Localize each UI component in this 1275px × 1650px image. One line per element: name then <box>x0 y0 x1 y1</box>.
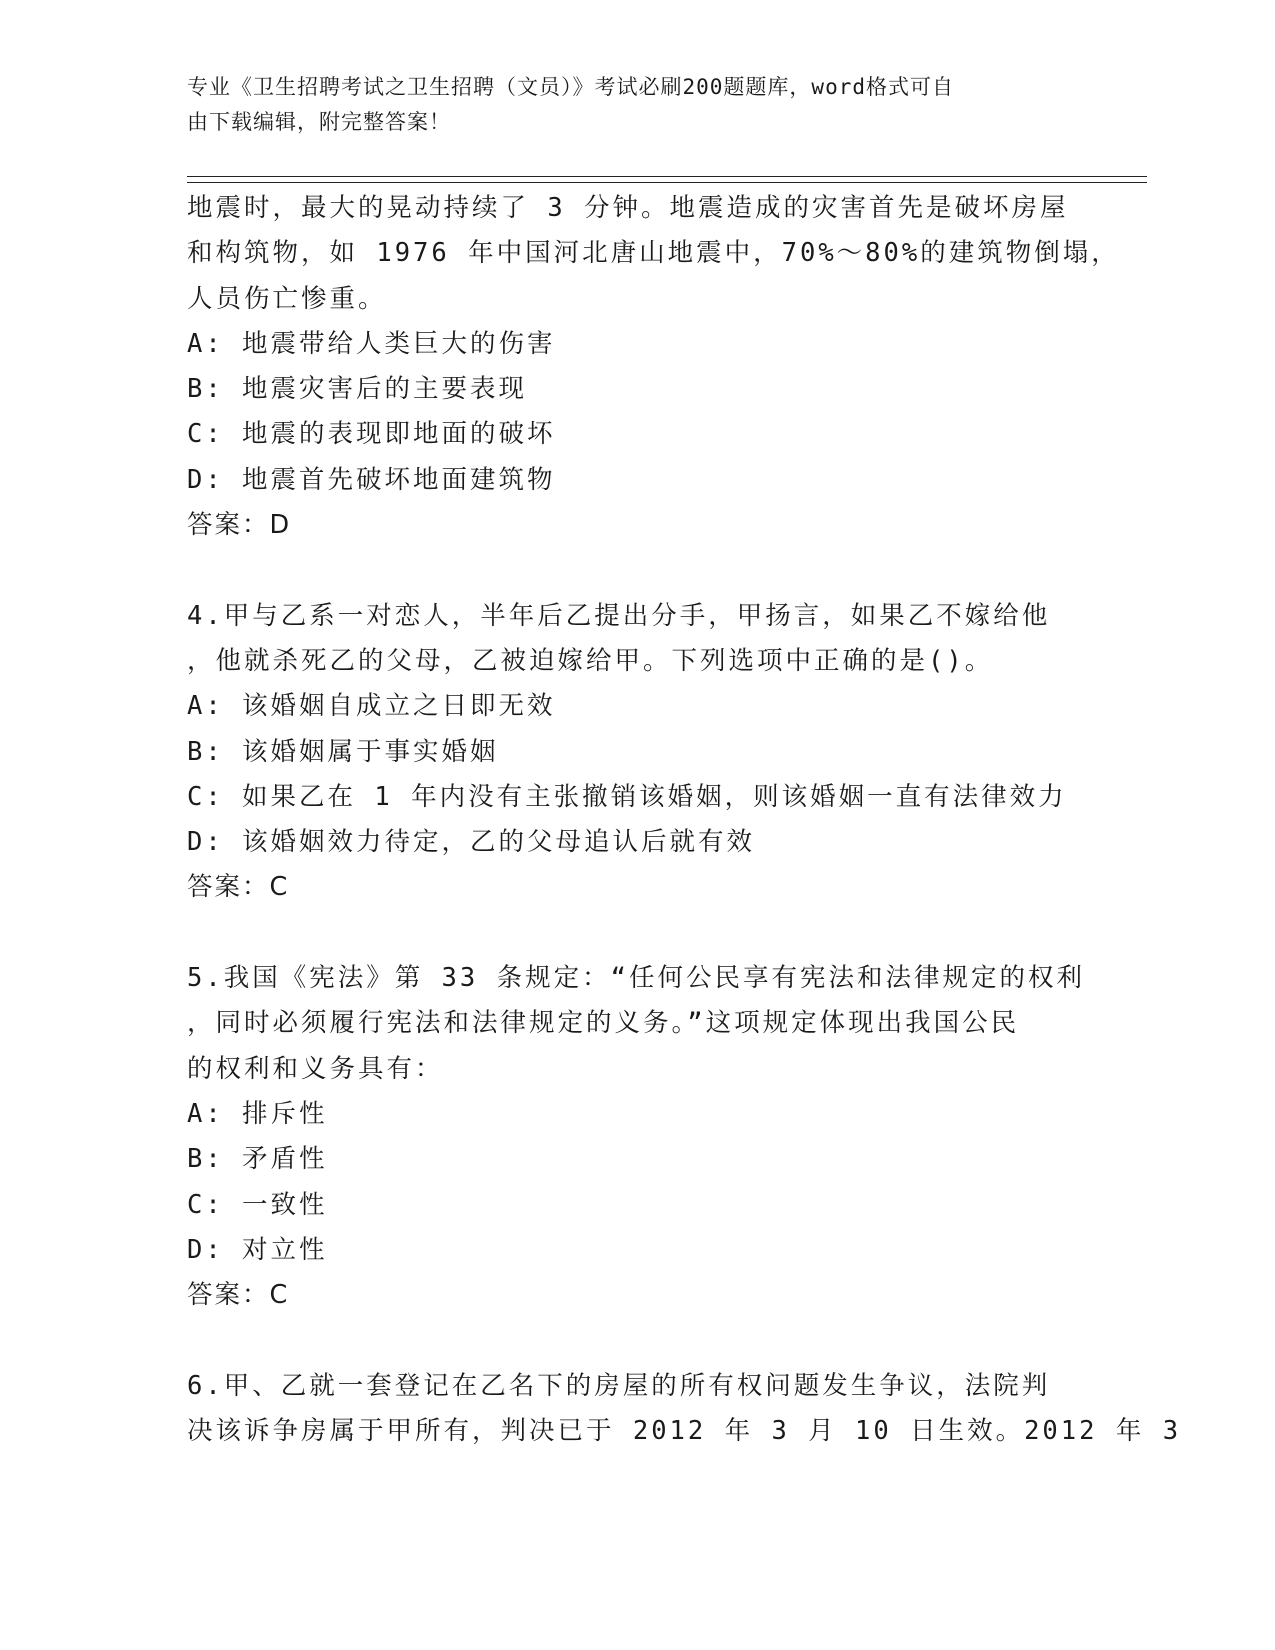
header-divider-bottom <box>187 182 1147 183</box>
question-text-line: 人员伤亡惨重。 <box>187 283 387 314</box>
answer-line: 答案：D <box>187 510 292 541</box>
document-header <box>187 70 1067 140</box>
question-text-line: 6.甲、乙就一套登记在乙名下的房屋的所有权问题发生争议，法院判 <box>187 1370 1051 1401</box>
option-b: B: 矛盾性 <box>187 1144 328 1175</box>
option-c: C: 如果乙在 1 年内没有主张撤销该婚姻，则该婚姻一直有法律效力 <box>187 781 1067 812</box>
option-d: D: 该婚姻效力待定，乙的父母追认后就有效 <box>187 827 756 858</box>
option-a: A: 该婚姻自成立之日即无效 <box>187 691 556 722</box>
option-b: B: 该婚姻属于事实婚姻 <box>187 736 499 767</box>
question-text-line: ，他就杀死乙的父母，乙被迫嫁给甲。下列选项中正确的是()。 <box>187 645 994 676</box>
option-d: D: 对立性 <box>187 1234 328 1265</box>
question-5 <box>187 956 1087 1318</box>
header-line-2: 由下载编辑，附完整答案！ <box>187 110 451 134</box>
header-line-1: 专业《卫生招聘考试之卫生招聘（文员）》考试必刷200题题库，word格式可自 <box>187 75 954 99</box>
question-4 <box>187 594 1087 911</box>
answer-line: 答案：C <box>187 872 290 903</box>
question-text-line: 决该诉争房属于甲所有，判决已于 2012 年 3 月 10 日生效。2012 年 3 <box>187 1416 1182 1447</box>
question-text-line: 4.甲与乙系一对恋人，半年后乙提出分手，甲扬言，如果乙不嫁给他 <box>187 600 1051 631</box>
header-divider-top <box>187 176 1147 177</box>
question-text-line: ，同时必须履行宪法和法律规定的义务。”这项规定体现出我国公民 <box>187 1008 1020 1039</box>
option-d: D: 地震首先破坏地面建筑物 <box>187 464 556 495</box>
answer-line: 答案：C <box>187 1280 290 1311</box>
option-c: C: 地震的表现即地面的破坏 <box>187 419 556 450</box>
question-text-line: 5.我国《宪法》第 33 条规定：“任何公民享有宪法和法律规定的权利 <box>187 963 1085 994</box>
question-3-tail <box>187 186 1120 548</box>
question-spacer <box>187 548 1087 593</box>
option-a: A: 排斥性 <box>187 1098 328 1129</box>
question-text-line: 地震时，最大的晃动持续了 3 分钟。地震造成的灾害首先是破坏房屋 <box>187 193 1069 223</box>
question-text-line: 和构筑物，如 1976 年中国河北唐山地震中，70%～80%的建筑物倒塌， <box>187 238 1120 269</box>
question-6 <box>187 1364 1182 1455</box>
document-body <box>187 186 1182 1454</box>
question-text-line: 的权利和义务具有： <box>187 1053 444 1084</box>
option-b: B: 地震灾害后的主要表现 <box>187 374 528 405</box>
option-c: C: 一致性 <box>187 1189 328 1220</box>
option-a: A: 地震带给人类巨大的伤害 <box>187 328 556 359</box>
question-spacer <box>187 911 1087 956</box>
question-spacer <box>187 1318 1087 1363</box>
